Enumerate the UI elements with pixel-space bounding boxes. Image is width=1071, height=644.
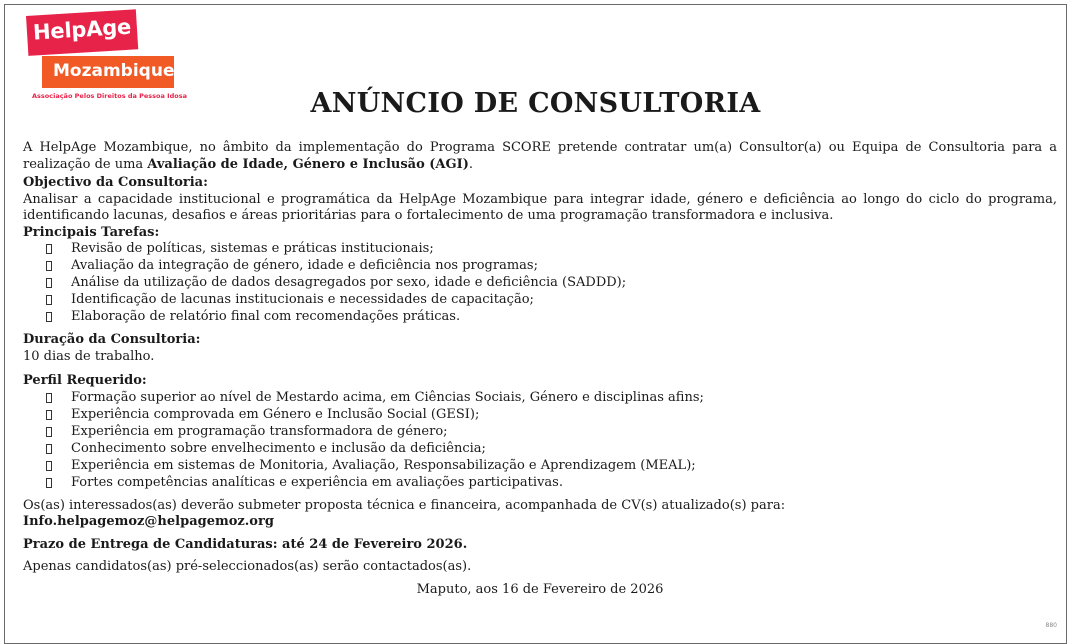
duration-label: Duração da Consultoria:	[23, 332, 201, 347]
bullet-icon	[46, 427, 52, 437]
list-item-text: Experiência em sistemas de Monitoria, Avaliação, Responsabilização e Aprendizagem (MEAL);	[71, 457, 696, 473]
bullet-icon	[46, 261, 52, 271]
list-item	[23, 275, 1057, 292]
list-item	[23, 475, 1057, 492]
list-item-text: Fortes competências analíticas e experiência em avaliações participativas.	[71, 474, 563, 490]
profile-list	[23, 390, 1057, 492]
list-item	[23, 441, 1057, 458]
bullet-icon	[46, 312, 52, 322]
list-item-text: Conhecimento sobre envelhecimento e inclusão da deficiência;	[71, 440, 486, 456]
list-item-text: Revisão de políticas, sistemas e práticas institucionais;	[71, 241, 434, 256]
logo-tagline: Associação Pelos Direitos da Pessoa Idosa	[32, 92, 187, 100]
tasks-label: Principais Tarefas:	[23, 224, 160, 240]
contact-email: Info.helpagemoz@helpagemoz.org	[23, 514, 274, 529]
list-item-text: Experiência em programação transformadora de género;	[71, 423, 448, 439]
bullet-icon	[46, 444, 52, 454]
list-item	[23, 241, 1057, 258]
list-item	[23, 424, 1057, 441]
list-item-text: Elaboração de relatório final com recomendações práticas.	[71, 309, 461, 324]
selection-note: Apenas candidatos(as) pré-seleccionados(as) serão contactados(as).	[23, 559, 472, 574]
list-item	[23, 407, 1057, 424]
bullet-icon	[46, 295, 52, 305]
tasks-list	[23, 241, 1057, 326]
objective-text: Analisar a capacidade institucional e programática da HelpAge Mozambique para integrar idade, género e deficiência ao longo do ciclo do programa, identificando lacunas, desafios e áreas prioritárias para o fortalecimento de uma programação transformadora e inclusiva.	[23, 191, 1057, 223]
bullet-icon	[46, 278, 52, 288]
objective-label: Objectivo da Consultoria:	[23, 175, 208, 190]
intro-paragraph	[23, 140, 1057, 173]
intro-end: .	[468, 156, 473, 172]
duration-text: 10 dias de trabalho.	[23, 348, 155, 364]
list-item	[23, 309, 1057, 326]
corner-code: 880	[1045, 622, 1057, 629]
intro-bold: Avaliação de Idade, Género e Inclusão (AGI)	[147, 156, 469, 172]
logo-brand-top: HelpAge	[32, 14, 132, 45]
list-item-text: Identificação de lacunas institucionais e necessidades de capacitação;	[71, 292, 534, 307]
intro-text: A HelpAge Mozambique, no âmbito da implementação do Programa SCORE pretende contratar um(a) Consultor(a) ou Equipa de Consultoria para a realização de uma	[23, 140, 1057, 172]
profile-label: Perfil Requerido:	[23, 373, 147, 388]
logo-top-block	[26, 9, 138, 56]
bullet-icon	[46, 410, 52, 420]
list-item-text: Avaliação da integração de género, idade e deficiência nos programas;	[71, 258, 538, 273]
list-item	[23, 258, 1057, 275]
list-item	[23, 390, 1057, 407]
logo-brand-bottom: Mozambique	[53, 61, 175, 81]
deadline-text: Prazo de Entrega de Candidaturas: até 24 de Fevereiro 2026.	[23, 536, 468, 552]
bullet-icon	[46, 478, 52, 488]
list-item	[23, 458, 1057, 475]
bullet-icon	[46, 393, 52, 403]
page-title: ANÚNCIO DE CONSULTORIA	[310, 88, 761, 119]
list-item	[23, 292, 1057, 309]
place-date: Maputo, aos 16 de Fevereiro de 2026	[416, 581, 664, 597]
submission-text: Os(as) interessados(as) deverão submeter proposta técnica e financeira, acompanhada de CV(s) atualizado(s) para:	[23, 497, 786, 513]
list-item-text: Experiência comprovada em Género e Inclusão Social (GESI);	[71, 406, 480, 422]
logo-bottom-block	[42, 56, 174, 88]
list-item-text: Formação superior ao nível de Mestardo acima, em Ciências Sociais, Género e disciplinas afins;	[71, 389, 704, 405]
bullet-icon	[46, 244, 52, 254]
list-item-text: Análise da utilização de dados desagregados por sexo, idade e deficiência (SADDD);	[71, 275, 627, 290]
bullet-icon	[46, 461, 52, 471]
announcement-body	[23, 140, 1057, 598]
